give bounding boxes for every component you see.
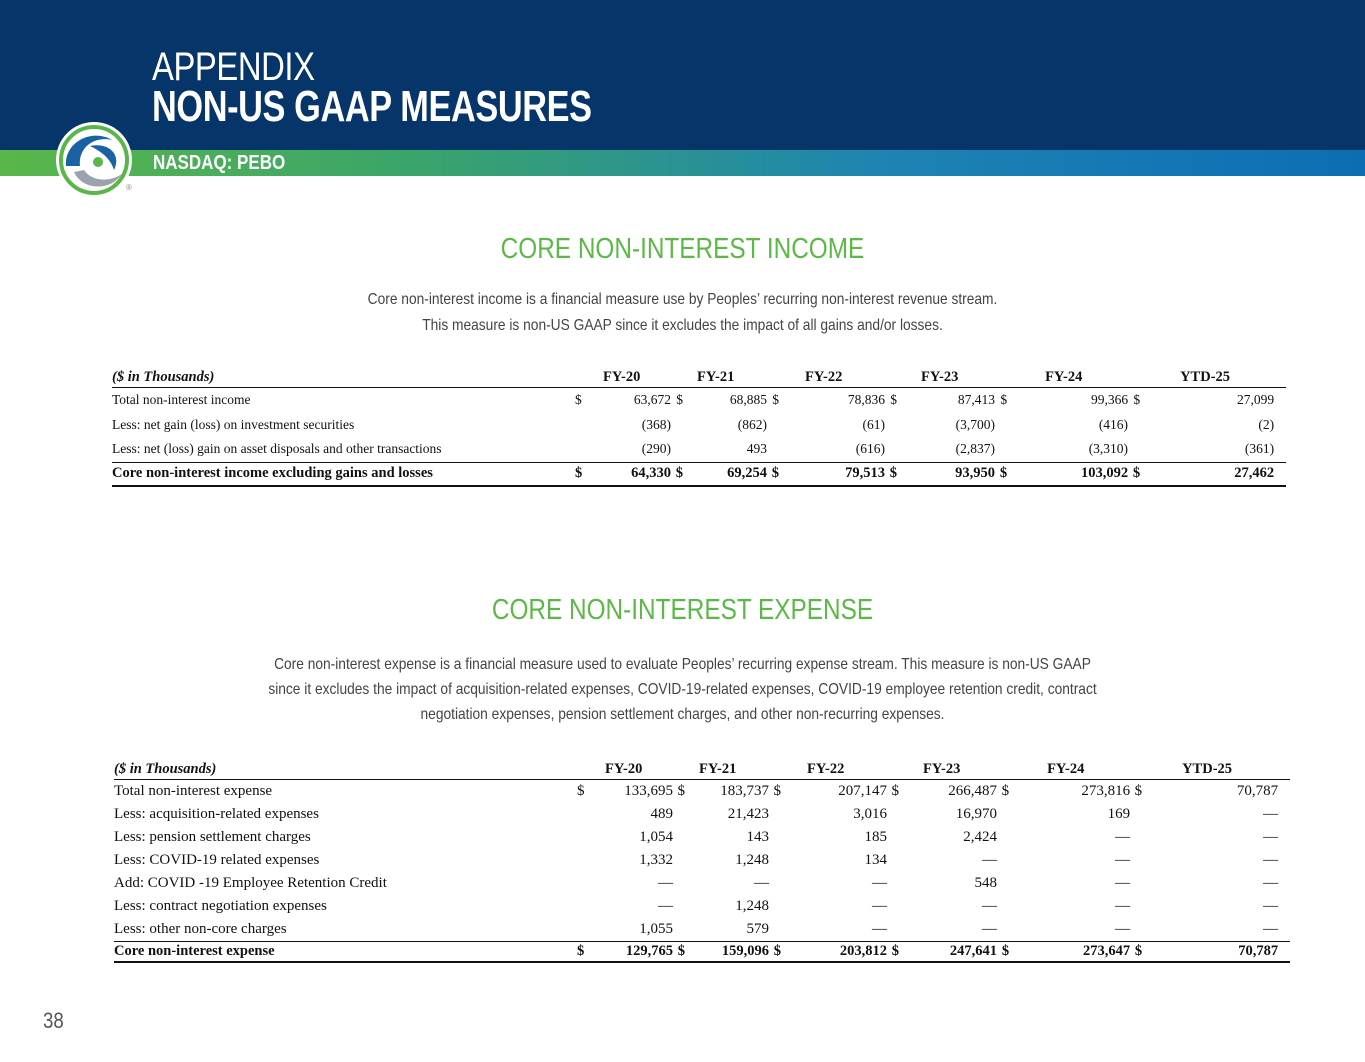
- cell-value: 579: [746, 921, 770, 937]
- cell-value: —: [1115, 875, 1131, 891]
- cell-value: 69,254: [683, 462, 767, 486]
- cell-value: —: [658, 898, 673, 914]
- page-title: NON-US GAAP MEASURES: [152, 82, 592, 131]
- table-row: Total non-interest income $ 63,672 $ 68,885 $ 78,836 $ 87,413 $ 99,366 $ 27,099: [112, 388, 1286, 413]
- cell-value: 99,366: [1090, 392, 1129, 408]
- core-income-title: CORE NON-INTEREST INCOME: [500, 233, 865, 265]
- table-row: [112, 437, 1286, 462]
- total-label: Core non-interest income excluding gains and losses: [112, 462, 575, 486]
- row-label: Total non-interest income: [112, 392, 251, 408]
- row-label: Add: COVID -19 Employee Retention Credit: [114, 875, 387, 891]
- cell-value: 1,248: [735, 898, 770, 914]
- cell-value: —: [1263, 898, 1279, 914]
- table-total-row: Core non-interest expense $ 129,765 $ 159,096 $ 203,812 $ 247,641 $ 273,647 $ 70,787: [114, 942, 1290, 963]
- dollar-sign: $: [575, 392, 582, 408]
- cell-value: (61): [862, 416, 886, 432]
- cell-value: 143: [746, 829, 770, 845]
- table-row: [114, 872, 1290, 895]
- cell-value: 134: [864, 852, 888, 868]
- unit-label: ($ in Thousands): [114, 760, 217, 777]
- cell-value: 79,513: [779, 462, 885, 486]
- col-header: FY-23: [923, 760, 961, 777]
- table-row: [114, 918, 1290, 942]
- cell-value: 1,054: [639, 829, 673, 845]
- core-expense-desc-1: Core non-interest expense is a financial measure used to evaluate Peoples’ recurring expense stream. This measure is non-US GAAP: [274, 656, 1091, 673]
- cell-value: —: [1115, 829, 1131, 845]
- cell-value: 548: [974, 875, 998, 891]
- cell-value: (290): [585, 437, 671, 462]
- cell-value: —: [1263, 875, 1279, 891]
- cell-value: 16,970: [955, 806, 998, 822]
- cell-value: —: [658, 875, 673, 891]
- table-row: [114, 849, 1290, 872]
- cell-value: —: [872, 875, 888, 891]
- cell-value: —: [872, 921, 888, 937]
- core-expense-desc-3: negotiation expenses, pension settlement charges, and other non-recurring expenses.: [420, 706, 945, 723]
- dollar-sign: $: [575, 462, 585, 486]
- cell-value: (3,700): [955, 416, 996, 432]
- cell-value: —: [754, 875, 770, 891]
- cell-value: 273,647: [1009, 942, 1130, 963]
- cell-value: 493: [683, 437, 767, 462]
- cell-value: (862): [737, 416, 768, 432]
- cell-value: 68,885: [729, 392, 768, 408]
- row-label: Less: net gain (loss) on investment securities: [112, 416, 355, 432]
- cell-value: 207,147: [838, 783, 888, 799]
- col-header: FY-20: [605, 760, 643, 777]
- col-header: YTD-25: [1180, 368, 1231, 385]
- table-row: [114, 803, 1290, 826]
- ticker-label: NASDAQ: PEBO: [153, 152, 286, 174]
- cell-value: 93,950: [897, 462, 995, 486]
- table-total-row: Core non-interest income excluding gains and losses $ 64,330 $ 69,254 $ 79,513 $ 93,950 $ 103,092 $ 27,462: [112, 462, 1286, 486]
- cell-value: 27,099: [1236, 392, 1275, 408]
- col-header: FY-23: [921, 368, 959, 385]
- table-row: [114, 895, 1290, 918]
- page-number: 38: [43, 1008, 64, 1033]
- cell-value: —: [1115, 852, 1131, 868]
- row-label: Less: net (loss) gain on asset disposals and other transactions: [112, 437, 575, 462]
- cell-value: —: [982, 852, 998, 868]
- row-label: Total non-interest expense: [114, 783, 273, 799]
- row-label: Less: COVID-19 related expenses: [114, 852, 320, 868]
- cell-value: 266,487: [948, 783, 998, 799]
- cell-value: —: [1263, 806, 1279, 822]
- cell-value: (2): [1258, 416, 1275, 432]
- cell-value: 64,330: [585, 462, 671, 486]
- title-appendix: APPENDIX: [152, 45, 315, 89]
- cell-value: 21,423: [727, 806, 770, 822]
- cell-value: (361): [1140, 437, 1274, 462]
- cell-value: 27,462: [1140, 462, 1274, 486]
- cell-value: 183,737: [720, 783, 770, 799]
- cell-value: 70,787: [1236, 783, 1279, 799]
- col-header: FY-24: [1045, 368, 1083, 385]
- cell-value: —: [982, 898, 998, 914]
- cell-value: (3,310): [1007, 437, 1128, 462]
- col-header: FY-21: [697, 368, 735, 385]
- svg-text:®: ®: [126, 183, 132, 192]
- unit-label: ($ in Thousands): [112, 368, 215, 385]
- row-label: Less: pension settlement charges: [114, 829, 311, 845]
- row-label: Less: acquisition-related expenses: [114, 806, 319, 822]
- cell-value: —: [982, 921, 998, 937]
- col-header: FY-21: [699, 760, 737, 777]
- core-expense-table: [114, 759, 1290, 963]
- cell-value: 159,096: [685, 942, 769, 963]
- cell-value: —: [1115, 921, 1131, 937]
- core-expense-desc-2: since it excludes the impact of acquisition-related expenses, COVID-19-related expenses, COVID-19 employee retention credit, contract: [268, 681, 1097, 698]
- cell-value: (2,837): [897, 437, 995, 462]
- cell-value: 70,787: [1142, 942, 1278, 963]
- cell-value: 2,424: [963, 829, 998, 845]
- cell-value: (616): [779, 437, 885, 462]
- row-label: Less: contract negotiation expenses: [114, 898, 327, 914]
- col-header: FY-24: [1047, 760, 1085, 777]
- cell-value: 63,672: [633, 392, 671, 408]
- cell-value: 87,413: [957, 392, 996, 408]
- cell-value: 129,765: [587, 942, 673, 963]
- cell-value: 273,816: [1081, 783, 1131, 799]
- col-header: FY-20: [603, 368, 641, 385]
- table-header: [114, 759, 1290, 780]
- cell-value: 489: [650, 806, 673, 822]
- cell-value: —: [1263, 852, 1279, 868]
- table-row: [112, 413, 1286, 438]
- cell-value: 78,836: [847, 392, 886, 408]
- table-header: [112, 367, 1286, 388]
- cell-value: 1,055: [639, 921, 673, 937]
- core-income-desc-2: This measure is non-US GAAP since it excludes the impact of all gains and/or losses.: [422, 317, 943, 334]
- row-label: Less: other non-core charges: [114, 921, 287, 937]
- dollar-sign: $: [577, 783, 585, 799]
- core-income-table: [112, 367, 1286, 487]
- cell-value: 1,332: [639, 852, 673, 868]
- cell-value: —: [872, 898, 888, 914]
- col-header: FY-22: [805, 368, 843, 385]
- cell-value: (368): [641, 416, 671, 432]
- cell-value: 133,695: [624, 783, 673, 799]
- cell-value: —: [1263, 829, 1279, 845]
- col-header: FY-22: [807, 760, 845, 777]
- cell-value: 103,092: [1007, 462, 1128, 486]
- table-row: Total non-interest expense $ 133,695 $ 183,737 $ 207,147 $ 266,487 $ 273,816 $ 70,787: [114, 780, 1290, 804]
- total-label: Core non-interest expense: [114, 942, 577, 963]
- dollar-sign: $: [577, 942, 587, 963]
- cell-value: —: [1263, 921, 1279, 937]
- core-income-desc-1: Core non-interest income is a financial measure use by Peoples’ recurring non-interest revenue stream.: [367, 291, 998, 308]
- cell-value: 3,016: [853, 806, 888, 822]
- core-expense-title: CORE NON-INTEREST EXPENSE: [491, 594, 874, 626]
- cell-value: 203,812: [781, 942, 887, 963]
- cell-value: 247,641: [899, 942, 997, 963]
- cell-value: —: [1115, 898, 1131, 914]
- col-header: YTD-25: [1182, 760, 1233, 777]
- peoples-bank-logo-icon: [52, 120, 138, 200]
- cell-value: 185: [864, 829, 888, 845]
- cell-value: 1,248: [735, 852, 770, 868]
- table-row: [114, 826, 1290, 849]
- cell-value: 169: [1107, 806, 1131, 822]
- cell-value: (416): [1098, 416, 1129, 432]
